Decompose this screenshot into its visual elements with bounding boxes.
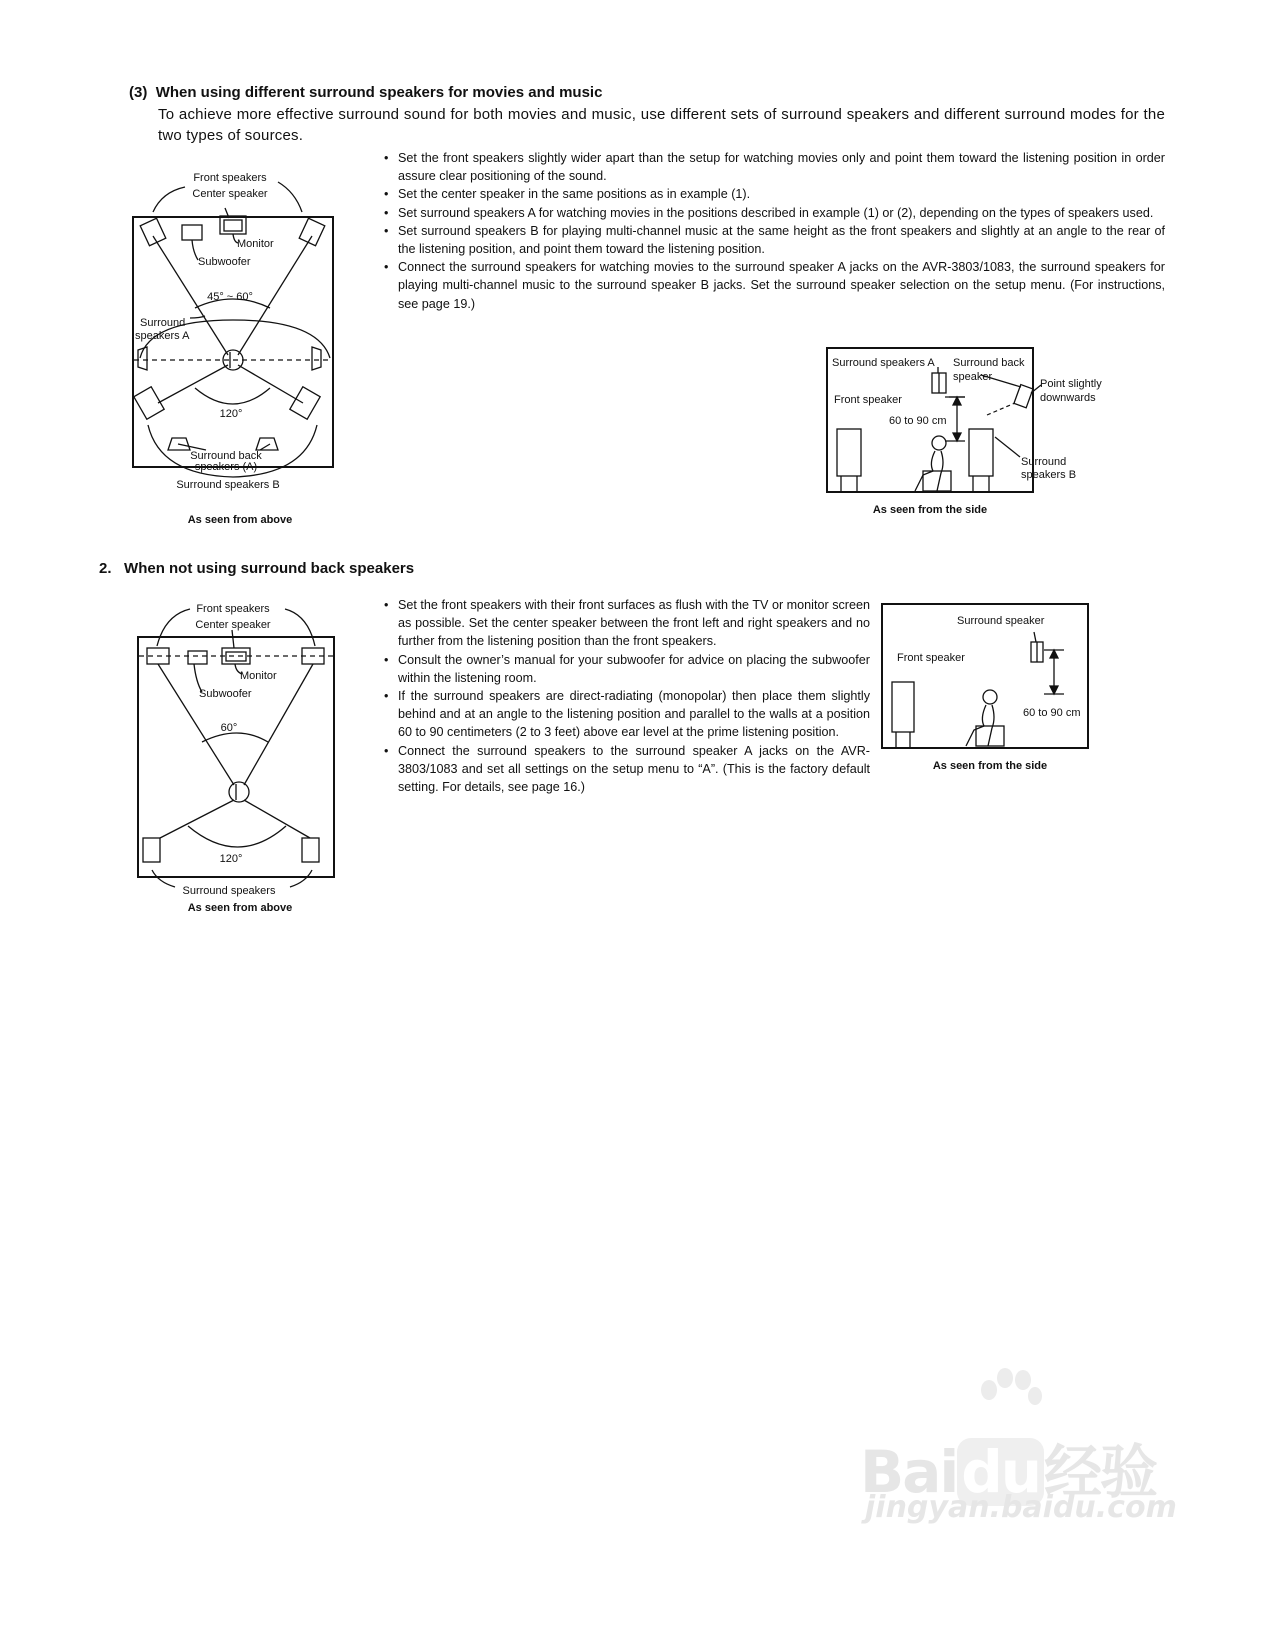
section3-bullet: • Set surround speakers B for playing multi-channel music at the same height as the front speakers and slightly at an angle to the rear of the listening position, and point them toward the listening position.	[384, 222, 1165, 258]
label-subwoofer: Subwoofer	[198, 256, 251, 268]
label-point-line2: downwards	[1040, 392, 1096, 404]
label-surround-speakers: Surround speakers	[182, 885, 276, 897]
section3-number: (3)	[129, 84, 148, 101]
section3-title: When using different surround speakers for movies and music	[155, 84, 603, 101]
section2-title: When not using surround back speakers	[124, 560, 415, 577]
section2-bullet-list	[384, 596, 870, 796]
label-height: 60 to 90 cm	[889, 415, 947, 427]
label-point-line1: Point slightly	[1040, 378, 1102, 390]
label-surround-a: Surround speakers A	[832, 357, 935, 369]
watermark-brand: Bai	[860, 1438, 958, 1506]
watermark-du: du	[957, 1438, 1044, 1506]
label-front-speaker: Front speaker	[897, 652, 965, 664]
label-surround-speaker: Surround speaker	[957, 615, 1045, 627]
watermark-url: jingyan.baidu.com	[865, 1490, 1177, 1525]
section2-number: 2.	[99, 560, 112, 577]
section3-bullet: • Set the center speaker in the same positions as in example (1).	[384, 185, 1165, 203]
section3-bullet: • Set surround speakers A for watching movies in the positions described in example (1) or (2), depending on the types of speakers used.	[384, 204, 1165, 222]
section2-bullet: • Connect the surround speakers to the surround speaker A jacks on the AVR-3803/1083 and set all settings on the setup menu to “A”. (This is the factory default setting. For details, see page 16.)	[384, 742, 870, 797]
section2-side-caption: As seen from the side	[932, 760, 1048, 772]
label-surround-b-line2: speakers B	[1021, 469, 1077, 481]
label-subwoofer: Subwoofer	[199, 688, 252, 700]
section3-bullet-list	[384, 149, 1165, 313]
section3-top-caption: As seen from above	[187, 514, 293, 526]
label-surround-a-line1: Surround	[140, 317, 186, 329]
section3-side-view-diagram	[825, 345, 1102, 500]
section3-bullet: • Connect the surround speakers for watching movies to the surround speaker A jacks on the AVR-3803/1083, the surround speakers for playing multi-channel music to the surround speaker B jacks. Set the surround speaker selection on the setup menu. (For instructions, see page 19.)	[384, 258, 1165, 313]
section2-side-view-diagram	[880, 602, 1140, 752]
label-angle-front: 45° ~ 60°	[207, 291, 253, 303]
section2-top-caption: As seen from above	[187, 902, 293, 914]
label-surround-back-line2: speaker	[953, 371, 993, 383]
label-angle-rear: 120°	[219, 408, 243, 420]
watermark-cn: 经验	[1044, 1438, 1157, 1506]
label-surround-a-line2: speakers A	[135, 330, 190, 342]
label-surround-back-line1: Surround back	[953, 357, 1025, 369]
section2-bullet: • Set the front speakers with their front surfaces as flush with the TV or monitor screen as possible. Set the center speaker between the front left and right speakers and no further from the listening position than the front speakers.	[384, 596, 870, 651]
section3-heading	[129, 84, 602, 101]
label-center-speaker: Center speaker	[192, 188, 268, 200]
label-angle-rear: 120°	[219, 853, 243, 865]
section2-heading	[99, 560, 414, 577]
paw-print-icon	[975, 1368, 1045, 1428]
label-front-speakers: Front speakers	[193, 172, 267, 184]
section2-bullet: • Consult the owner’s manual for your subwoofer for advice on placing the subwoofer within the listening room.	[384, 651, 870, 687]
section3-intro: To achieve more effective surround sound for both movies and music, use different sets of surround speakers and different surround modes for the two types of sources.	[158, 106, 1165, 144]
label-front-speakers: Front speakers	[196, 603, 270, 615]
section3-top-view-diagram	[120, 170, 360, 515]
section2-bullet: • If the surround speakers are direct-radiating (monopolar) then place them slightly behind and at an angle to the listening position and parallel to the walls at a position 60 to 90 centimeters (2 to 3 feet) above ear level at the prime listening position.	[384, 687, 870, 742]
section3-bullet: • Set the front speakers slightly wider apart than the setup for watching movies only and point them toward the listening position in order assure clear positioning of the sound.	[384, 149, 1165, 185]
label-surround-back-line2: speakers (A)	[194, 461, 258, 473]
label-monitor: Monitor	[240, 670, 277, 682]
label-surround-b: Surround speakers B	[176, 479, 280, 491]
label-angle-front: 60°	[220, 722, 238, 734]
label-monitor: Monitor	[237, 238, 274, 250]
label-center-speaker: Center speaker	[195, 619, 271, 631]
label-surround-b-line1: Surround	[1021, 456, 1067, 468]
section3-side-caption: As seen from the side	[872, 504, 988, 516]
label-front-speaker: Front speaker	[834, 394, 902, 406]
label-height: 60 to 90 cm	[1023, 707, 1081, 719]
section2-top-view-diagram	[130, 600, 350, 905]
label-surround-back-line1: Surround back	[190, 450, 262, 462]
